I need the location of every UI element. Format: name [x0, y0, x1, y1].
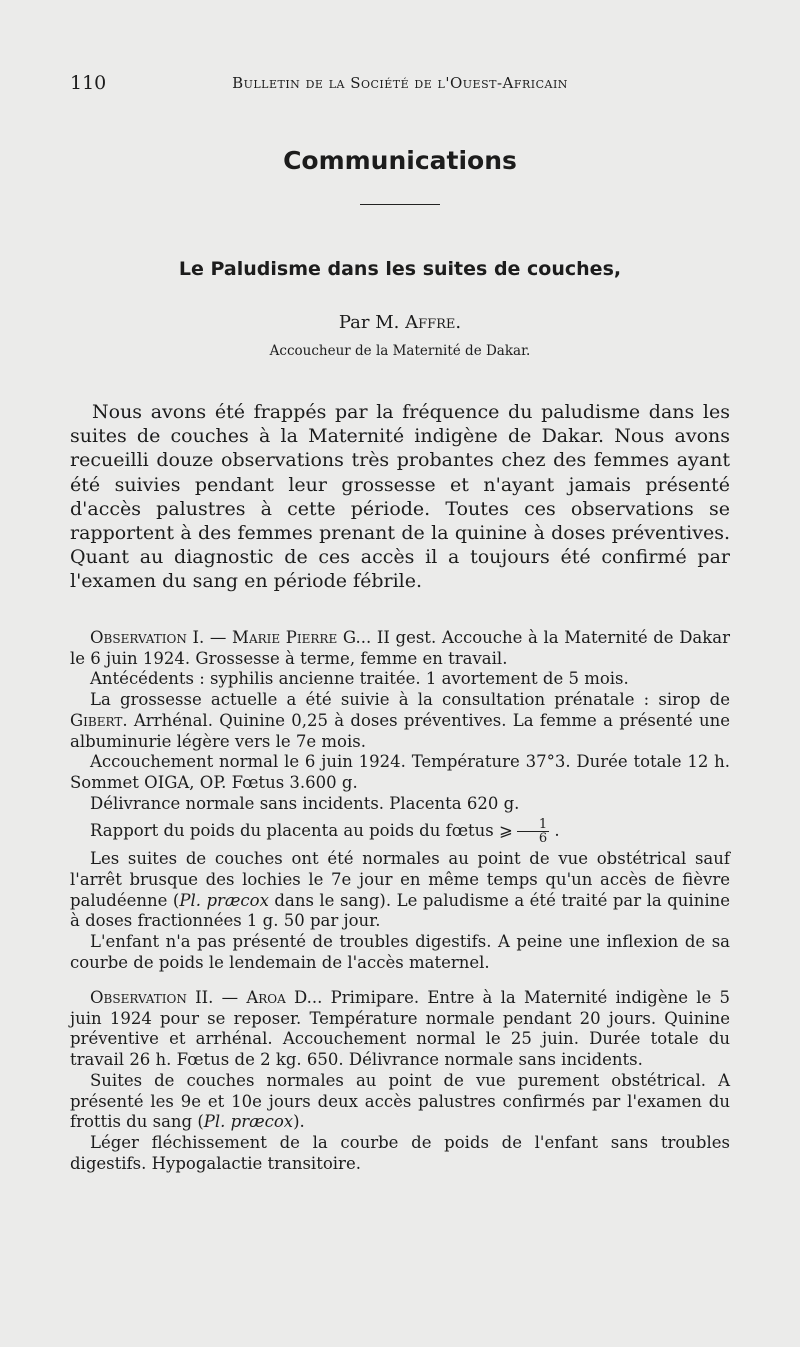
obs2-patient: — Aroa D...: [221, 988, 323, 1007]
author-prefix: Par M.: [338, 312, 400, 333]
article-title: Le Paludisme dans les suites de couches,: [178, 258, 622, 280]
obs1-text-7a: Les suites de couches ont été normales au point de vue obstétrical sauf l'arrêt brusque des lochies le 7e jour en même temps qu'un accès de fièvre paludéenne (: [70, 849, 730, 910]
obs2-paragraph-2: [70, 1071, 730, 1133]
observation-2: [70, 988, 730, 1174]
author-affiliation: Accoucheur de la Maternité de Dakar.: [269, 343, 531, 359]
author-name: Affre.: [405, 312, 462, 333]
obs1-text-7b: dans le sang). Le paludisme a été traité par la quinine à doses fractionnées 1 g. 50 par jour.: [70, 890, 730, 931]
ratio-fraction: [517, 818, 549, 845]
obs1-paragraph-1: [70, 628, 730, 669]
observation-1: [70, 628, 730, 974]
obs1-paragraph-4: Accouchement normal le 6 juin 1924. Température 37°3. Durée totale 12 h. Sommet OIGA, OP. Fœtus 3.600 g.: [70, 752, 730, 792]
obs1-paragraph-7: [70, 849, 730, 932]
obs1-text-3a: La grossesse actuelle a été suivie à la consultation prénatale : sirop de: [90, 690, 730, 710]
obs1-patient: — Marie Pierre G...: [209, 628, 372, 647]
obs1-paragraph-2: Antécédents : syphilis ancienne traitée. 1 avortement de 5 mois.: [90, 669, 629, 689]
obs1-label: Observation I.: [90, 628, 205, 647]
obs1-species: Pl. præcox: [179, 890, 269, 910]
obs2-label: Observation II.: [90, 988, 214, 1007]
obs1-ratio-text: Rapport du poids du placenta au poids du fœtus ⩾: [90, 821, 513, 841]
intro-text: Nous avons été frappés par la fréquence du paludisme dans les suites de couches à la Maternité indigène de Dakar. Nous avons recueilli douze observations très probantes chez des femmes ayant été suivies pendant leur grossesse et n'ayant jamais présenté d'accès palustres à cette période. Toutes ces observations se rapportent à des femmes prenant de la quinine à doses préventives. Quant au diagnostic de ces accès il a toujours été confirmé par l'examen du sang en période fébrile.: [70, 401, 730, 593]
obs2-text-2a: Suites de couches normales au point de vue purement obstétrical. A présenté les 9e et 10e jours deux accès palustres confirmés par l'examen du frottis du sang (: [70, 1070, 730, 1132]
obs1-paragraph-8: L'enfant n'a pas présenté de troubles digestifs. A peine une inflexion de sa courbe de poids le lendemain de l'accès maternel.: [70, 932, 730, 972]
intro-paragraph: [70, 400, 730, 594]
running-head: Bulletin de la Société de l'Ouest-Africain: [232, 74, 568, 92]
obs2-paragraph-1: [70, 988, 730, 1071]
ratio-numerator: 1: [517, 818, 549, 832]
title-rule: [360, 204, 440, 205]
obs1-paragraph-6: Rapport du poids du placenta au poids du fœtus ⩾ $\frac{1}{6}$ .: [90, 817, 560, 847]
author-line: [0, 312, 800, 333]
obs2-species: Pl. præcox: [203, 1112, 294, 1132]
obs1-text-1: II gest. Accouche à la Maternité de Dakar le 6 juin 1924. Grossesse à terme, femme en travail.: [70, 628, 730, 668]
obs1-gibert: Gibert.: [70, 710, 128, 730]
obs2-text-1: Primipare. Entre à la Maternité indigène le 5 juin 1924 pour se reposer. Température normale pendant 20 jours. Quinine préventive et arrhénal. Accouchement normal le 25 juin. Durée totale du travail 26 h. Fœtus de 2 kg. 650. Délivrance normale sans incidents.: [70, 988, 730, 1070]
page-number: 110: [70, 72, 107, 94]
ratio-denominator: 6: [538, 831, 548, 847]
section-title: Communications: [283, 146, 517, 175]
page-header: [70, 72, 730, 96]
obs1-text-3b: Arrhénal. Quinine 0,25 à doses préventives. La femme a présenté une albuminurie légère vers le 7e mois.: [70, 710, 730, 751]
obs1-paragraph-3: [70, 690, 730, 752]
obs2-paragraph-3: Léger fléchissement de la courbe de poids de l'enfant sans troubles digestifs. Hypogalactie transitoire.: [70, 1132, 730, 1173]
obs2-text-2b: ).: [293, 1112, 305, 1132]
obs1-paragraph-5: Délivrance normale sans incidents. Placenta 620 g.: [90, 793, 520, 813]
